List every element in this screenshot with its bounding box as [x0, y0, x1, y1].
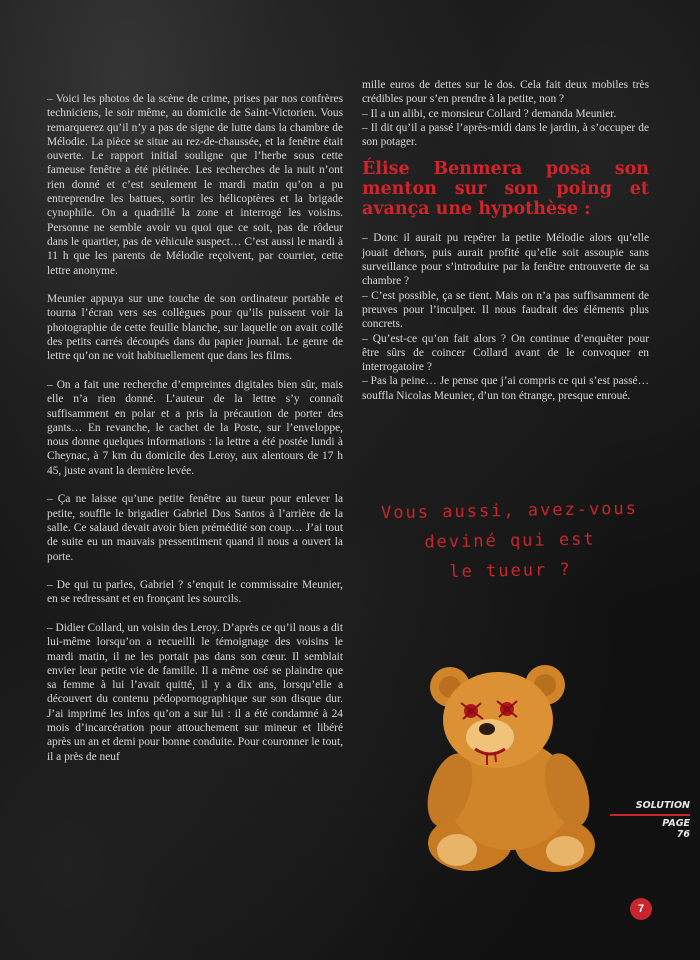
- handwritten-line: Vous aussi, avez-vous: [380, 498, 639, 524]
- handwritten-line: le tueur ?: [449, 559, 572, 583]
- paragraph: – C’est possible, ça se tient. Mais on n’a pas suffisamment de preuves pour l’inculper. Il nous faudrait des éléments plus concrets.: [362, 289, 649, 331]
- paragraph: – De qui tu parles, Gabriel ? s’enquit le commissaire Meunier, en se redressant et en fronçant les sourcils.: [47, 579, 343, 606]
- solution-page-label: PAGE: [662, 818, 690, 829]
- paragraph: Meunier appuya sur une touche de son ordinateur portable et tourna l’écran vers ses collègues pour qu’ils puissent voir la photographie de cette feuille blanche, sur laquelle on avait collé des petits carrés découpés dans du papier journal. Le genre de lettre qu’on ne voit habituellement que dans les films.: [47, 293, 343, 363]
- paragraph: – Pas la peine… Je pense que j’ai compris ce qui s’est passé… souffla Nicolas Meunier, d’un ton étrange, presque enroué.: [362, 375, 649, 402]
- paragraph: – Il dit qu’il a passé l’après-midi dans le jardin, à s’occuper de son potager.: [362, 121, 649, 149]
- paragraph: – Qu’est-ce qu’on fait alors ? On continue d’enquêter pour être sûrs de coincer Collard avant de le convoquer en interrogatoire ?: [362, 332, 649, 374]
- solution-page-number: 76: [676, 829, 690, 840]
- paragraph: – Didier Collard, un voisin des Leroy. D’après ce qu’il nous a dit lui-même lorsqu’on a recueilli le témoignage des voisins le mardi matin, il ne les portait pas dans son cœur. Il semblait envier leur petite vie de famille. Il a même osé se plaindre que sa femme à lui l’avait quitté, il y a dix ans, lorsqu’elle a découvert du contenu pédopornographique sur son disque dur. J’ai imprimé les infos qu’on a sur lui : il a été condamné à 24 mois d’incarcération pour attouchement sur mineur et libéré après un an et demi pour bonne conduite. Pour couronner le tout, il a près de neuf: [47, 621, 343, 763]
- page-number-badge: 7: [630, 898, 652, 920]
- left-column: [47, 92, 343, 778]
- handwritten-question: [354, 493, 666, 588]
- paragraph: – Donc il aurait pu repérer la petite Mélodie alors qu’elle jouait dehors, puis aurait profité qu’elle soit assoupie sans surveillance pour s’introduire par la fenêtre entrouverte de sa chambre ?: [362, 232, 649, 288]
- handwritten-line: deviné qui est: [424, 529, 596, 553]
- paragraph: – Il a un alibi, ce monsieur Collard ? demanda Meunier.: [362, 107, 617, 120]
- solution-label: SOLUTION: [635, 800, 690, 811]
- solution-reference: [610, 800, 690, 840]
- paragraph: – Ça ne laisse qu’une petite fenêtre au tueur pour enlever la petite, souffle le brigadier Gabriel Dos Santos à l’arrière de la salle. Ce salaud devait avoir bien prémédité son coup… J’ai tout de suite eu un mauvais pressentiment quand il nous a ouvert la porte.: [47, 493, 343, 563]
- teddy-bear-illustration: [395, 665, 625, 875]
- paragraph: – Voici les photos de la scène de crime, prises par nos confrères techniciens, le soir même, au domicile de Saint-Victorien. Vous remarquerez qu’il n’y a pas de signe de lutte dans la chambre de Mélodie. La pièce se situe au rez-de-chaussée, et la fenêtre était ouverte. Le rapport initial souligne que l’herbe sous cette fameuse fenêtre a été piétinée. Les recherches de la nuit n’ont rien donné et c’est seulement le mardi matin qu’on a pu entreprendre les battues, sortir les hélicoptères et la brigade cynophile. On a quadrillé la zone et interrogé les voisins. Personne ne semble avoir vu quoi que ce soit, pas de rôdeur dans le quartier, pas de véhicule suspect… C’est aussi le mardi à 11 h que les parents de Mélodie reçoivent, par courrier, cette lettre anonyme.: [47, 93, 343, 277]
- solution-divider: [610, 814, 690, 816]
- right-column: [362, 78, 649, 403]
- paragraph: mille euros de dettes sur le dos. Cela fait deux mobiles très crédibles pour s’en prendre à la petite, non ?: [362, 79, 649, 106]
- paragraph: – On a fait une recherche d’empreintes digitales bien sûr, mais elle n’a rien donné. L’auteur de la lettre s’y connaît suffisamment en polar et a pris la précaution de porter des gants… En revanche, le cachet de la Poste, sur l’enveloppe, nous donne quelques informations : la lettre a été postée lundi à Cheynac, à 7 km du domicile des Leroy, aux alentours de 17 h 45, juste avant la dernière levée.: [47, 378, 343, 477]
- hypothesis-heading: Élise Benmera posa son menton sur son poing et avança une hypothèse :: [362, 159, 649, 220]
